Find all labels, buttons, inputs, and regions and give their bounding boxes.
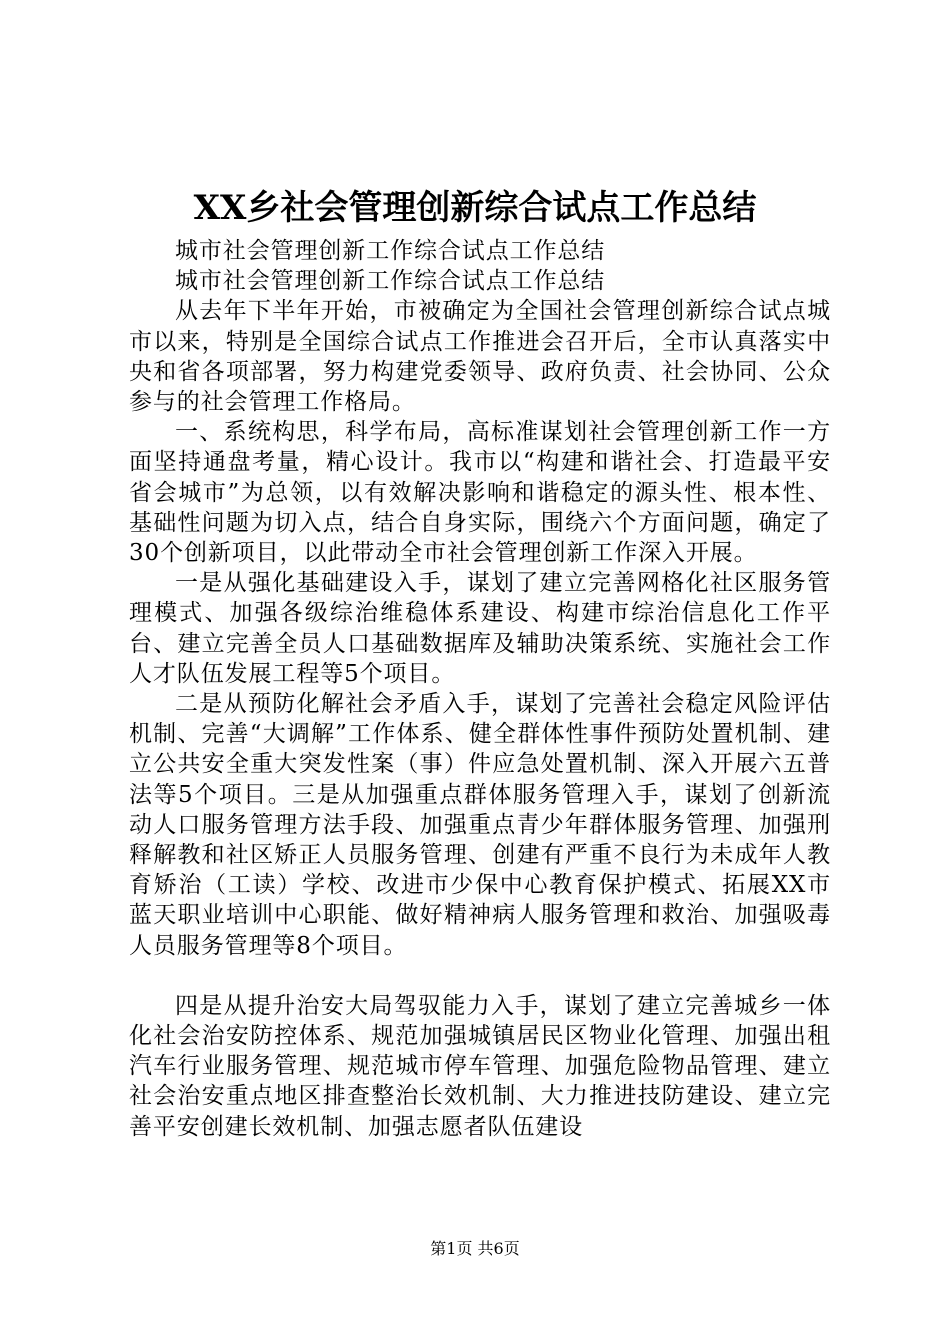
body-paragraph: 从去年下半年开始，市被确定为全国社会管理创新综合试点城市以来，特别是全国综合试点工作推进会召开后，全市认真落实中央和省各项部署，努力构建党委领导、政府负责、社会协同、公众参与的社会管理工作格局。 bbox=[129, 298, 831, 416]
body-paragraph: 一、系统构思，科学布局，高标准谋划社会管理创新工作一方面坚持通盘考量，精心设计。我市以“构建和谐社会、打造最平安省会城市”为总领，以有效解决影响和谐稳定的源头性、根本性、基础性问题为切入点，结合自身实际，围绕六个方面问题，确定了30个创新项目，以此带动全市社会管理创新工作深入开展。 bbox=[129, 419, 831, 567]
subtitle-line: 城市社会管理创新工作综合试点工作总结 bbox=[175, 268, 606, 295]
body-paragraph: 四是从提升治安大局驾驭能力入手，谋划了建立完善城乡一体化社会治安防控体系、规范加强城镇居民区物业化管理、加强出租汽车行业服务管理、规范城市停车管理、加强危险物品管理、建立社会治安重点地区排查整治长效机制、大力推进技防建设、建立完善平安创建长效机制、加强志愿者队伍建设 bbox=[129, 992, 831, 1140]
document-title: XX乡社会管理创新综合试点工作总结 bbox=[193, 188, 757, 228]
body-paragraph: 一是从强化基础建设入手，谋划了建立完善网格化社区服务管理模式、加强各级综治维稳体系建设、构建市综治信息化工作平台、建立完善全员人口基础数据库及辅助决策系统、实施社会工作人才队伍发展工程等5个项目。 bbox=[129, 570, 831, 687]
subtitle-line: 城市社会管理创新工作综合试点工作总结 bbox=[175, 238, 606, 264]
page-number-footer: 第1页 共6页 bbox=[430, 1239, 520, 1258]
body-paragraph: 二是从预防化解社会矛盾入手，谋划了完善社会稳定风险评估机制、完善“大调解”工作体系、健全群体性事件预防处置机制、建立公共安全重大突发性案（事）件应急处置机制、深入开展六五普法等5个项目。三是从加强重点群体服务管理入手，谋划了创新流动人口服务管理方法手段、加强重点青少年群体服务管理、加强刑释解教和社区矫正人员服务管理、创建有严重不良行为未成年人教育矫治（工读）学校、改进市少保中心教育保护模式、拓展XX市蓝天职业培训中心职能、做好精神病人服务管理和救治、加强吸毒人员服务管理等8个项目。 bbox=[129, 691, 831, 959]
document-body bbox=[129, 236, 831, 1142]
